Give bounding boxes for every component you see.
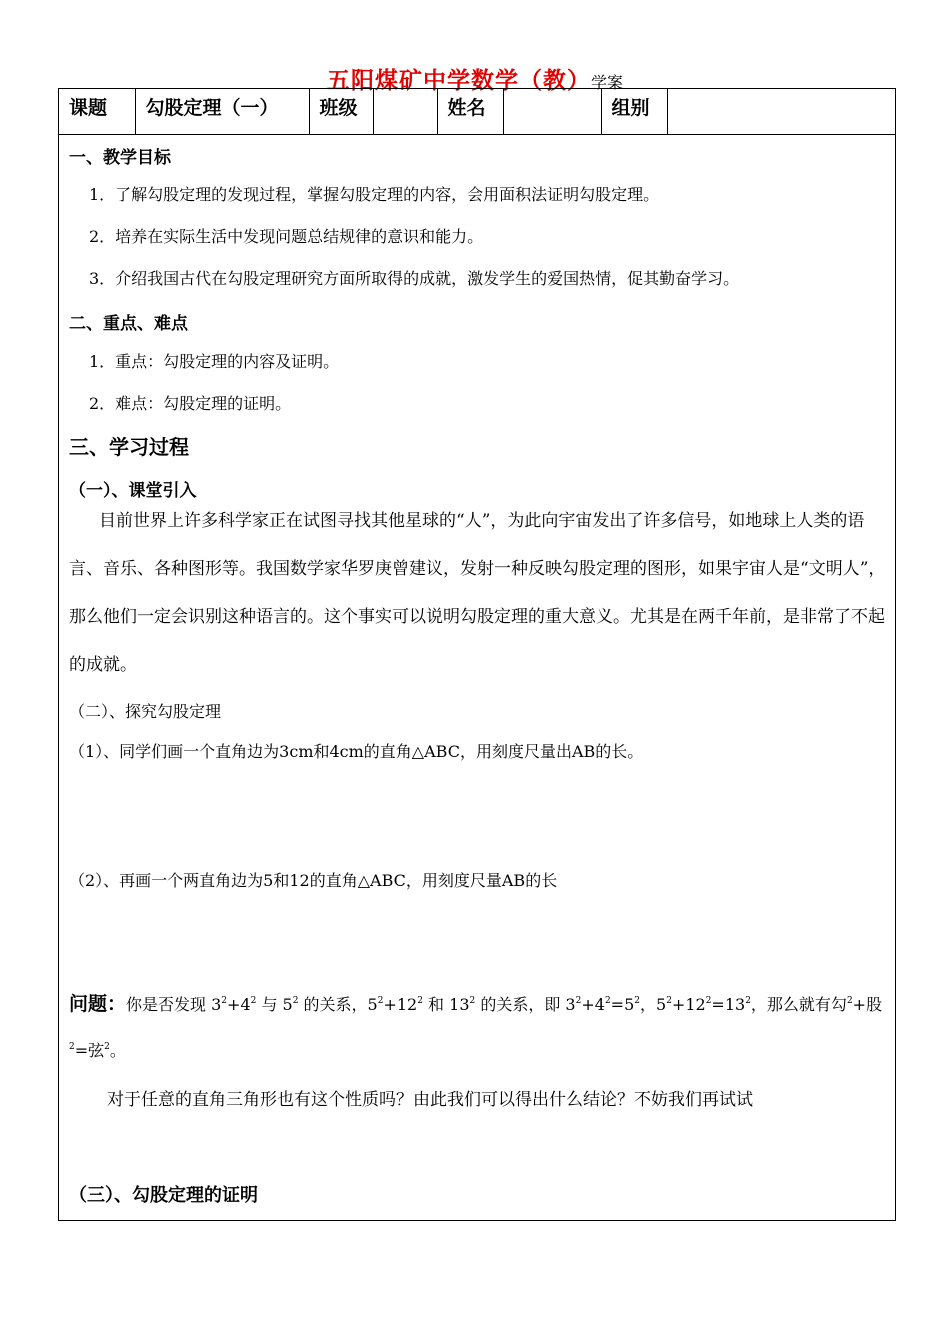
objective-item: 1．了解勾股定理的发现过程，掌握勾股定理的内容，会用面积法证明勾股定理。 — [89, 185, 660, 204]
subject-value: 勾股定理（一） — [135, 89, 309, 135]
followup-text: 对于任意的直角三角形也有这个性质吗？由此我们可以得出什么结论？不妨我们再试试 — [107, 1090, 753, 1110]
part1-heading: （一）、课堂引入 — [69, 481, 197, 501]
section-objectives-heading: 一、教学目标 — [69, 148, 171, 168]
group-label: 组别 — [601, 89, 667, 135]
group-field[interactable] — [667, 89, 895, 135]
section-process-heading: 三、学习过程 — [69, 435, 189, 459]
class-label: 班级 — [309, 89, 373, 135]
keypoint-item: 2．难点：勾股定理的证明。 — [89, 394, 292, 413]
subject-label: 课题 — [59, 89, 135, 135]
step1-text: （1）、同学们画一个直角边为3cm和4cm的直角△ABC，用刻度尺量出AB的长。 — [69, 742, 644, 761]
section-keypoints-heading: 二、重点、难点 — [69, 314, 188, 334]
keypoint-item: 1．重点：勾股定理的内容及证明。 — [89, 352, 340, 371]
objective-item: 3．介绍我国古代在勾股定理研究方面所取得的成就，激发学生的爱国热情，促其勤奋学习。 — [89, 269, 740, 288]
intro-paragraph: 目前世界上许多科学家正在试图寻找其他星球的“人”，为此向宇宙发出了许多信号，如地球上人类的语言、音乐、各种图形等。我国数学家华罗庚曾建议，发射一种反映勾股定理的图形，如果宇宙人是“文明人”，那么他们一定会识别这种语言的。这个事实可以说明勾股定理的重大意义。尤其是在两千年前，是非常了不起的成就。 — [69, 511, 886, 675]
step2-text: （2）、再画一个两直角边为5和12的直角△ABC，用刻度尺量AB的长 — [69, 871, 558, 890]
header-table — [59, 89, 895, 135]
part2-heading: （二）、探究勾股定理 — [69, 702, 222, 721]
name-label: 姓名 — [437, 89, 503, 135]
question-label: 问题： — [69, 993, 127, 1015]
question-paragraph: 问题：你是否发现 $3^2+4^2$ 与 $5^2$ 的关系，$5^2+12^2$ 和 $13^2$ 的关系，即 $3^2+4^2=5^2$，$5^2+12^2=13^2$，那么就有勾$^2$+股$^2$=弦$^2$。 — [69, 993, 883, 1060]
worksheet-frame — [58, 88, 896, 1221]
part3-heading: （三）、勾股定理的证明 — [69, 1185, 258, 1206]
class-field[interactable] — [373, 89, 437, 135]
objective-item: 2．培养在实际生活中发现问题总结规律的意识和能力。 — [89, 227, 484, 246]
title-school: 五阳煤矿中学数学（教） — [326, 67, 591, 94]
title-suffix: 学案 — [590, 73, 623, 92]
name-field[interactable] — [503, 89, 601, 135]
